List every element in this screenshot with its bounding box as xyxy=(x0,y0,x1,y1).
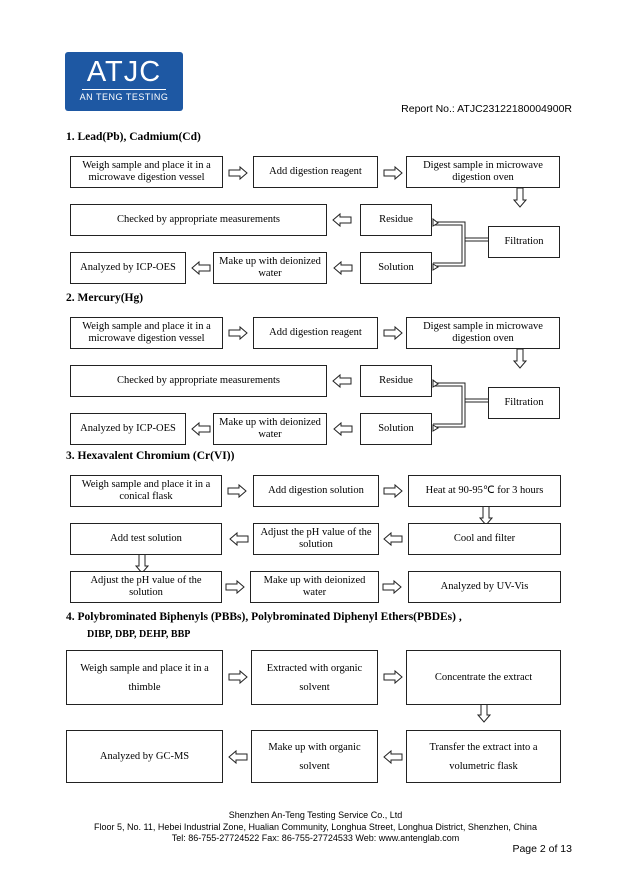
split-arrow-icon xyxy=(433,219,488,270)
footer-company: Shenzhen An-Teng Testing Service Co., Ltd xyxy=(228,810,403,820)
s1-makeup-box: Make up with deionized water xyxy=(213,252,327,284)
section-1-heading: 1. Lead(Pb), Cadmium(Cd) xyxy=(66,131,201,143)
s2-solution-box: Solution xyxy=(360,413,432,445)
arrow-icon xyxy=(478,703,490,722)
s3-weigh-box: Weigh sample and place it in a conical flask xyxy=(70,475,222,507)
section-2-heading: 2. Mercury(Hg) xyxy=(66,292,144,304)
logo-subtitle: AN TENG TESTING xyxy=(79,92,169,102)
s2-analyzed-box: Analyzed by ICP-OES xyxy=(70,413,186,445)
arrow-icon xyxy=(226,581,244,593)
report-number: Report No.: ATJC23122180004900R xyxy=(401,103,572,115)
footer-contact: Tel: 86-755-27724522 Fax: 86-755-27724533 Web: www.antenglab.com xyxy=(171,833,460,843)
arrow-icon xyxy=(228,485,246,497)
section-4-subheading: DIBP, DBP, DEHP, BBP xyxy=(87,629,191,640)
arrow-icon xyxy=(384,671,402,683)
s1-weigh-box: Weigh sample and place it in a microwave digestion vessel xyxy=(70,156,223,188)
arrow-icon xyxy=(333,214,351,226)
s3-cool-box: Cool and filter xyxy=(408,523,561,555)
arrow-icon xyxy=(229,327,247,339)
arrow-icon xyxy=(384,167,402,179)
s4-analyzed-box: Analyzed by GC-MS xyxy=(66,730,223,783)
arrow-icon xyxy=(334,423,352,435)
arrow-icon xyxy=(383,581,401,593)
arrow-icon xyxy=(192,262,210,274)
arrow-icon xyxy=(333,375,351,387)
s2-digest-box: Digest sample in microwave digestion oven xyxy=(406,317,560,349)
s1-reagent-box: Add digestion reagent xyxy=(253,156,378,188)
s3-makeup-box: Make up with deionized water xyxy=(250,571,379,603)
s2-residue-box: Residue xyxy=(360,365,432,397)
s1-filtration-box: Filtration xyxy=(488,226,560,258)
footer-address: Floor 5, No. 11, Hebei Industrial Zone, Hualian Community, Longhua Street, Longhua District, Shenzhen, China xyxy=(94,822,537,832)
split-arrow-icon xyxy=(433,380,488,431)
s3-heat-box: Heat at 90-95℃ for 3 hours xyxy=(408,475,561,507)
s1-checked-box: Checked by appropriate measurements xyxy=(70,204,327,236)
s1-analyzed-box: Analyzed by ICP-OES xyxy=(70,252,186,284)
s4-weigh-box: Weigh sample and place it in a thimble xyxy=(66,650,223,705)
s1-digest-box: Digest sample in microwave digestion oven xyxy=(406,156,560,188)
arrow-icon xyxy=(384,327,402,339)
arrow-icon xyxy=(384,751,402,763)
s3-adjust-box: Adjust the pH value of the solution xyxy=(253,523,379,555)
arrow-icon xyxy=(229,671,247,683)
arrow-icon xyxy=(384,533,402,545)
page-number: Page 2 of 13 xyxy=(512,843,572,855)
s2-checked-box: Checked by appropriate measurements xyxy=(70,365,327,397)
s3-analyzed-box: Analyzed by UV-Vis xyxy=(408,571,561,603)
arrow-icon xyxy=(229,751,247,763)
arrow-icon xyxy=(514,349,526,368)
s2-reagent-box: Add digestion reagent xyxy=(253,317,378,349)
s4-concentrate-box: Concentrate the extract xyxy=(406,650,561,705)
s3-digestion-box: Add digestion solution xyxy=(253,475,379,507)
s2-makeup-box: Make up with deionized water xyxy=(213,413,327,445)
section-4-heading: 4. Polybrominated Biphenyls (PBBs), Polybrominated Diphenyl Ethers(PBDEs) , xyxy=(66,611,462,623)
arrow-icon xyxy=(192,423,210,435)
s1-residue-box: Residue xyxy=(360,204,432,236)
arrow-icon xyxy=(514,188,526,207)
arrow-icon xyxy=(230,533,248,545)
s3-adjust-final-box: Adjust the pH value of the solution xyxy=(70,571,222,603)
s2-weigh-box: Weigh sample and place it in a microwave digestion vessel xyxy=(70,317,223,349)
arrow-icon xyxy=(334,262,352,274)
s3-test-box: Add test solution xyxy=(70,523,222,555)
arrow-icon xyxy=(229,167,247,179)
s4-extracted-box: Extracted with organic solvent xyxy=(251,650,378,705)
s1-solution-box: Solution xyxy=(360,252,432,284)
section-3-heading: 3. Hexavalent Chromium (Cr(VI)) xyxy=(66,450,235,462)
s2-filtration-box: Filtration xyxy=(488,387,560,419)
logo-title: ATJC xyxy=(86,56,162,88)
s4-transfer-box: Transfer the extract into a volumetric flask xyxy=(406,730,561,783)
s4-makeup-box: Make up with organic solvent xyxy=(251,730,378,783)
arrow-icon xyxy=(384,485,402,497)
